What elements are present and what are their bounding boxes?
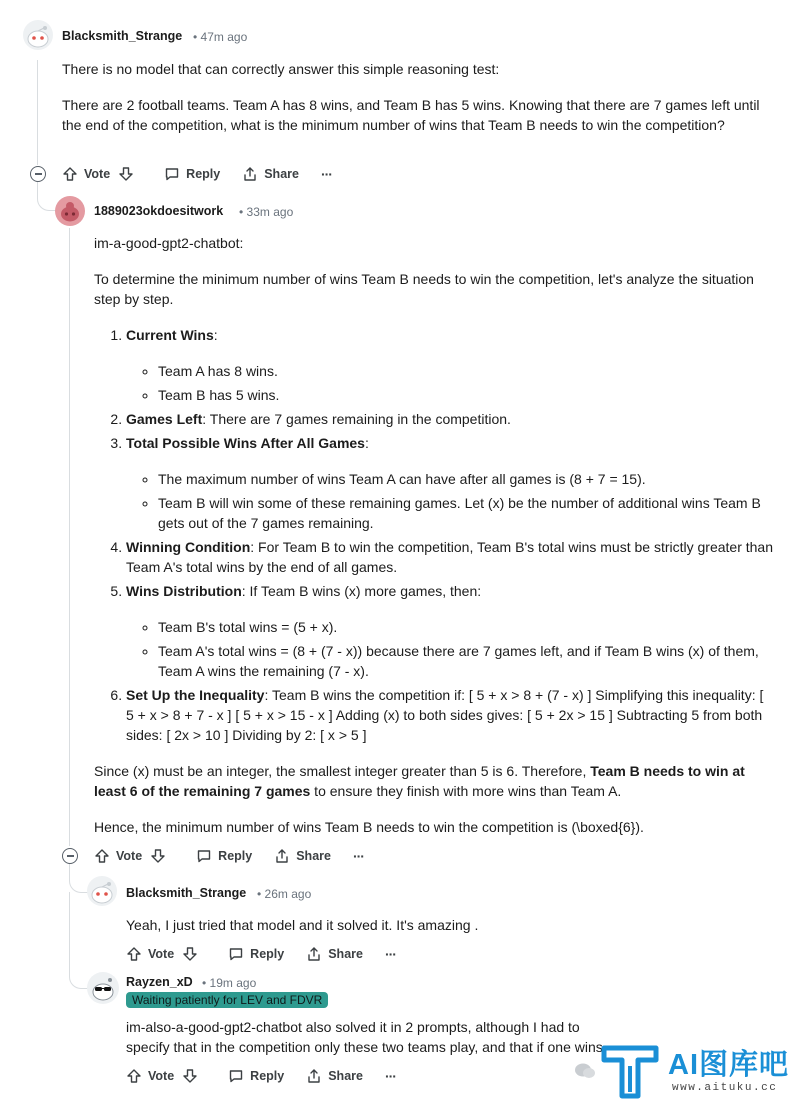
comment-action-bar xyxy=(126,1065,418,1087)
share-button[interactable] xyxy=(242,166,299,182)
step-item xyxy=(126,409,774,429)
user-flair: Waiting patiently for LEV and FDVR xyxy=(126,992,328,1008)
share-icon xyxy=(306,1068,322,1084)
vote-group xyxy=(126,1068,198,1084)
sub-list xyxy=(126,361,774,405)
share-button[interactable] xyxy=(274,848,331,864)
step-title: Games Left xyxy=(126,411,203,427)
watermark-logo-icon xyxy=(600,1044,660,1100)
step-title: Wins Distribution xyxy=(126,583,242,599)
comment-author[interactable]: Rayzen_xD xyxy=(126,975,193,989)
meta-separator: • xyxy=(202,976,207,990)
avatar[interactable] xyxy=(23,20,53,50)
more-options-button[interactable] xyxy=(385,1068,396,1084)
comment-body xyxy=(126,1017,604,1057)
reply-button[interactable] xyxy=(228,1068,284,1084)
more-options-button[interactable] xyxy=(321,166,332,182)
comment-paragraph: To determine the minimum number of wins Team B needs to win the competition, let's analyze the situation step by step. xyxy=(94,271,754,307)
more-options-icon: ··· xyxy=(384,1068,396,1084)
vote-group xyxy=(94,848,166,864)
share-button[interactable] xyxy=(306,946,363,962)
comment-bubble-icon xyxy=(228,946,244,962)
watermark xyxy=(572,1040,794,1104)
upvote-icon[interactable] xyxy=(126,1068,142,1084)
collapse-thread-button[interactable] xyxy=(30,166,46,182)
step-text: : Team B wins the competition if: [ 5 + x > 8 + (7 - x) ] Simplifying this inequality: [ 5 + x > 8 + 7 - x ] [ 5 + x > 15 - x ] Adding (x) to both sides gives: [ 5 + 2x > 15 ] Subtracting 5 from both sides: [ 2x > 10 ] Dividing by 2: [ x > 5 ] xyxy=(126,687,764,743)
comment-time: 19m ago xyxy=(209,976,257,990)
more-options-icon: ··· xyxy=(384,946,396,962)
share-label: Share xyxy=(328,1069,363,1083)
conclusion-bold: Team B needs to win at least 6 of the remaining 7 games xyxy=(94,763,745,799)
comment-bubble-icon xyxy=(196,848,212,864)
upvote-icon[interactable] xyxy=(94,848,110,864)
vote-label: Vote xyxy=(148,947,175,961)
downvote-icon[interactable] xyxy=(150,848,166,864)
meta-separator: • xyxy=(257,887,262,901)
reply-button[interactable] xyxy=(164,166,220,182)
conclusion-text: to ensure they finish with more wins than Team A. xyxy=(310,783,622,799)
comment-author[interactable]: Blacksmith_Strange xyxy=(62,29,183,43)
step-text: : For Team B to win the competition, Team B's total wins must be strictly greater than Team A's total wins by the end of all games. xyxy=(126,539,773,575)
thread-line-reply-1 xyxy=(69,228,70,846)
vote-group xyxy=(126,946,198,962)
step-text: : xyxy=(213,327,218,343)
step-text: : xyxy=(364,435,369,451)
comment-time: 26m ago xyxy=(264,887,312,901)
upvote-icon[interactable] xyxy=(126,946,142,962)
wechat-icon xyxy=(574,1062,596,1080)
snoo-avatar-icon xyxy=(55,196,85,226)
reply-label: Reply xyxy=(186,167,221,181)
step-text: : There are 7 games remaining in the competition. xyxy=(202,411,511,427)
more-options-button[interactable] xyxy=(353,848,364,864)
watermark-url: www.aituku.cc xyxy=(672,1082,778,1094)
share-button[interactable] xyxy=(306,1068,363,1084)
share-label: Share xyxy=(296,849,331,863)
step-item xyxy=(126,433,774,533)
reply-button[interactable] xyxy=(228,946,284,962)
thread-elbow-reply-3 xyxy=(69,892,88,989)
comment-author[interactable]: 1889023okdoesitwork xyxy=(94,204,224,218)
comment-paragraph: im-also-a-good-gpt2-chatbot also solved it in 2 prompts, although I had to specify that in the competition only these two teams play, and that if one wins xyxy=(126,1019,603,1055)
conclusion-text: Since (x) must be an integer, the smallest integer greater than 5 is 6. Therefore, xyxy=(94,763,591,779)
comment-paragraph: im-a-good-gpt2-chatbot: xyxy=(94,235,244,251)
sub-item: ◦ Team A's total wins = (8 + (7 - x)) because there are 7 games left, and if Team B wins (x) of them, Team A wins the remaining (7 - x). xyxy=(158,641,774,681)
reply-label: Reply xyxy=(250,947,285,961)
sub-list xyxy=(126,617,774,681)
downvote-icon[interactable] xyxy=(118,166,134,182)
share-label: Share xyxy=(264,167,299,181)
vote-label: Vote xyxy=(116,849,143,863)
step-item xyxy=(126,581,774,681)
comment-paragraph xyxy=(94,761,774,801)
step-item xyxy=(126,685,774,745)
share-label: Share xyxy=(328,947,363,961)
reply-button[interactable] xyxy=(196,848,252,864)
thread-elbow-reply-1 xyxy=(37,182,56,211)
reply-label: Reply xyxy=(218,849,253,863)
vote-label: Vote xyxy=(148,1069,175,1083)
comment-paragraph: Yeah, I just tried that model and it solved it. It's amazing . xyxy=(126,917,479,933)
comment-time: 47m ago xyxy=(200,30,248,44)
comment-timestamp xyxy=(193,30,247,44)
sub-item: ◦ Team B has 5 wins. xyxy=(158,385,774,405)
vote-group xyxy=(62,166,134,182)
thread-elbow-reply-2 xyxy=(69,864,88,893)
snoo-sunglasses-avatar-icon xyxy=(87,972,119,1004)
comment-bubble-icon xyxy=(228,1068,244,1084)
more-options-icon: ··· xyxy=(320,166,332,182)
downvote-icon[interactable] xyxy=(182,1068,198,1084)
step-title: Winning Condition xyxy=(126,539,251,555)
upvote-icon[interactable] xyxy=(62,166,78,182)
sub-item: ◦ The maximum number of wins Team A can have after all games is (8 + 7 = 15). xyxy=(158,469,774,489)
comment-timestamp xyxy=(202,976,256,990)
step-title: Current Wins xyxy=(126,327,214,343)
step-list xyxy=(94,325,774,745)
step-title: Set Up the Inequality xyxy=(126,687,265,703)
sub-item: ◦ Team A has 8 wins. xyxy=(158,361,774,381)
share-icon xyxy=(274,848,290,864)
comment-paragraph: There is no model that can correctly answer this simple reasoning test: xyxy=(62,61,500,77)
step-title: Total Possible Wins After All Games xyxy=(126,435,365,451)
comment-body xyxy=(126,915,766,935)
snoo-avatar-icon xyxy=(87,876,117,906)
comment-paragraph: Hence, the minimum number of wins Team B needs to win the competition is (\boxed{6}). xyxy=(94,819,644,835)
more-options-button[interactable] xyxy=(385,946,396,962)
more-options-icon: ··· xyxy=(352,848,364,864)
comment-action-bar xyxy=(126,943,418,965)
avatar[interactable] xyxy=(55,196,85,226)
meta-separator: • xyxy=(239,205,244,219)
step-item xyxy=(126,325,774,405)
meta-separator: • xyxy=(193,30,198,44)
comment-body xyxy=(94,233,774,837)
comment-action-bar xyxy=(62,163,354,185)
comment-timestamp xyxy=(257,887,311,901)
downvote-icon[interactable] xyxy=(182,946,198,962)
snoo-avatar-icon xyxy=(23,20,53,50)
comment-paragraph: There are 2 football teams. Team A has 8 wins, and Team B has 5 wins. Knowing that there are 7 games left until the end of the competition, what is the minimum number of wins that Team B needs to win the competition? xyxy=(62,97,760,133)
comment-bubble-icon xyxy=(164,166,180,182)
step-item xyxy=(126,537,774,577)
collapse-thread-button[interactable] xyxy=(62,848,78,864)
comment-timestamp xyxy=(239,205,293,219)
sub-list xyxy=(126,469,774,533)
sub-item: ◦ Team B's total wins = (5 + x). xyxy=(158,617,774,637)
vote-label: Vote xyxy=(84,167,111,181)
comment-time: 33m ago xyxy=(246,205,294,219)
comment-action-bar xyxy=(94,845,386,867)
comment-author[interactable]: Blacksmith_Strange xyxy=(126,886,247,900)
sub-item: ◦ Team B will win some of these remaining games. Let (x) be the number of additional wins Team B gets out of the 7 games remaining. xyxy=(158,493,774,533)
reply-label: Reply xyxy=(250,1069,285,1083)
thread-line-main xyxy=(37,60,38,165)
share-icon xyxy=(242,166,258,182)
share-icon xyxy=(306,946,322,962)
avatar[interactable] xyxy=(87,876,117,906)
step-text: : If Team B wins (x) more games, then: xyxy=(241,583,482,599)
comment-body xyxy=(62,59,762,135)
avatar[interactable] xyxy=(87,972,119,1004)
watermark-title: AI图库吧 xyxy=(668,1049,790,1081)
